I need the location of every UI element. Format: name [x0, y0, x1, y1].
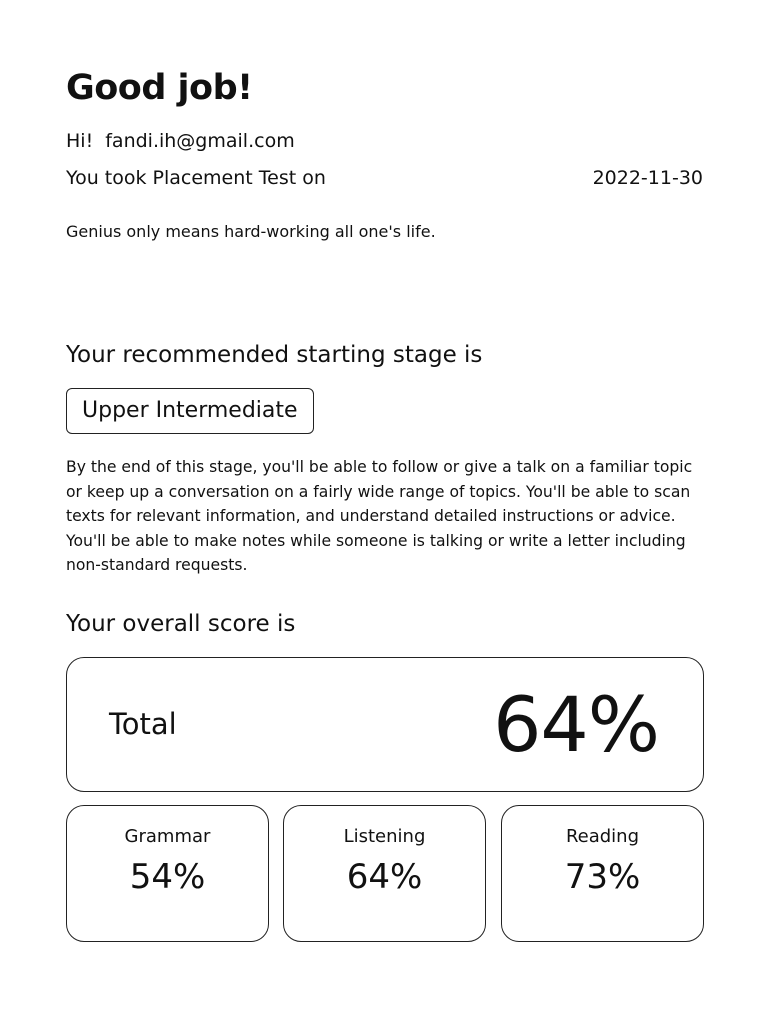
score-heading: Your overall score is: [66, 611, 296, 637]
test-date: 2022-11-30: [592, 167, 703, 189]
stage-heading: Your recommended starting stage is: [66, 342, 483, 368]
grammar-label: Grammar: [124, 826, 211, 847]
user-email: fandi.ih@gmail.com: [105, 130, 295, 152]
stage-description: By the end of this stage, you'll be able to follow or give a talk on a familiar topic or keep up a conversation on a fairly wide range of topics. You'll be able to scan texts for relevant information, and understand detailed instructions or advice. You'll be able to make notes while someone is talking or write a letter including non-standard requests.: [66, 458, 693, 574]
results-page: [66, 0, 704, 1024]
total-score-value: 64%: [493, 680, 659, 769]
grammar-score-card: [66, 805, 269, 942]
test-date-row: [66, 166, 703, 190]
listening-score-card: [283, 805, 486, 942]
page-title: Good job!: [66, 68, 253, 108]
reading-label: Reading: [565, 826, 640, 847]
greeting-line: [66, 129, 295, 153]
greeting-prefix: Hi!: [66, 130, 94, 152]
total-score-card: [66, 657, 704, 792]
test-taken-label: You took Placement Test on: [66, 167, 326, 189]
stage-level-badge: Upper Intermediate: [66, 388, 314, 434]
listening-value: 64%: [346, 857, 423, 897]
reading-score-card: [501, 805, 704, 942]
motivational-quote: Genius only means hard-working all one's life.: [66, 222, 436, 241]
grammar-value: 54%: [129, 857, 206, 897]
listening-label: Listening: [343, 826, 426, 847]
section-scores: [66, 805, 704, 942]
reading-value: 73%: [564, 857, 641, 897]
total-score-label: Total: [109, 707, 177, 741]
